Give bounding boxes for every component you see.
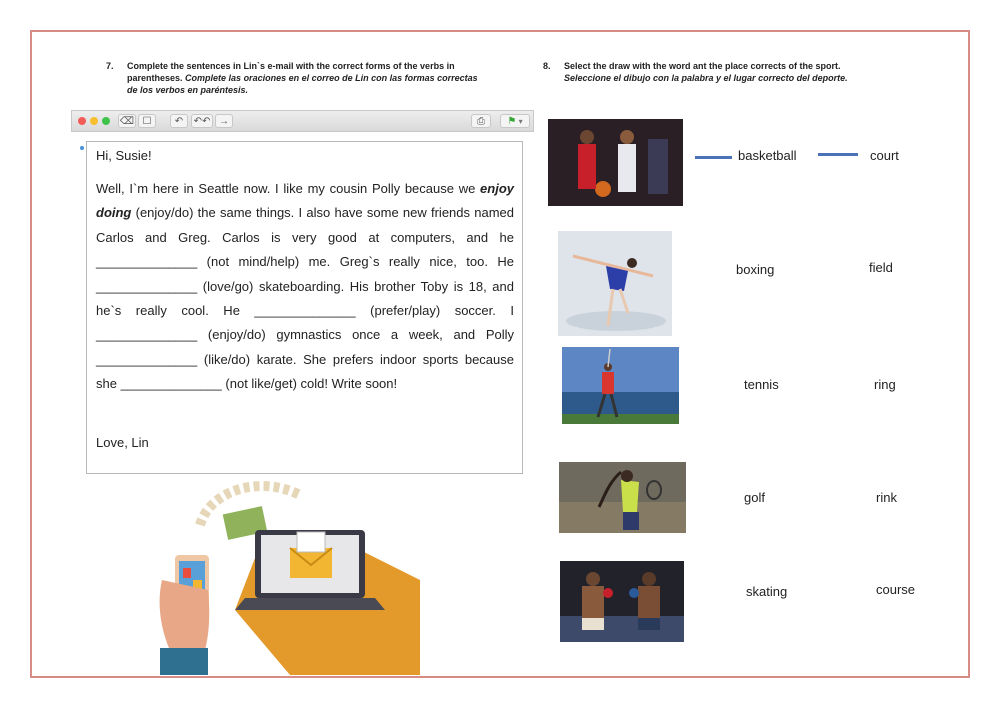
laptop-keyboard bbox=[235, 598, 385, 610]
reply-all-icon[interactable]: ↶↶ bbox=[191, 114, 213, 128]
email-greeting: Hi, Susie! bbox=[96, 148, 152, 163]
letter-icon bbox=[297, 532, 325, 552]
exercise-7-instruction-es: Complete las oraciones en el correo de Lin con las formas correctas de los verbos en paréntesis. bbox=[127, 73, 478, 95]
sport-word-boxing[interactable]: boxing bbox=[736, 262, 775, 277]
email-text-part1: Well, I`m here in Seattle now. I like my cousin Polly because we bbox=[96, 181, 481, 196]
sport-word-golf[interactable]: golf bbox=[744, 490, 765, 505]
reply-icon[interactable]: ↶ bbox=[170, 114, 188, 128]
minimize-dot-icon[interactable] bbox=[90, 117, 98, 125]
exercise-8-number: 8. bbox=[543, 61, 551, 71]
email-example-answer: enjoy doing bbox=[96, 181, 514, 221]
sport-word-skating[interactable]: skating bbox=[746, 584, 788, 599]
boxing-photo[interactable] bbox=[560, 561, 684, 642]
print-icon[interactable]: ⎙ bbox=[471, 114, 491, 128]
golf-photo[interactable] bbox=[562, 347, 679, 424]
sleeve bbox=[160, 648, 208, 675]
place-word-course[interactable]: course bbox=[876, 582, 916, 597]
email-text-part2: (enjoy/do) the same things. I also have some new friends named Carlos and Greg. Carlos is very good at computers, and he ______________ (not mind/help) me. Greg`s really nice, too. He ______________ (love/go) skateboarding. His brother Toby is 18, and he`s really cool. He ______________ (prefer/play) soccer. I ______________ (enjoy/do) gymnastics once a week, and Polly ______________ (like/do) karate. She prefers indoor sports because she ______________ (not like/get) cold! Write soon! bbox=[96, 205, 514, 392]
zoom-dot-icon[interactable] bbox=[102, 117, 110, 125]
delete-icon[interactable]: ⌫ bbox=[119, 116, 135, 127]
place-word-rink[interactable]: rink bbox=[876, 490, 897, 505]
email-body bbox=[86, 141, 523, 474]
place-word-court[interactable]: court bbox=[870, 148, 899, 163]
unread-dot-icon bbox=[80, 146, 84, 150]
close-dot-icon[interactable] bbox=[78, 117, 86, 125]
exercise-7-number: 7. bbox=[106, 61, 114, 71]
sport-word-basketball[interactable]: basketball bbox=[738, 148, 797, 163]
mail-toolbar bbox=[71, 110, 534, 132]
match-line-court bbox=[818, 153, 858, 156]
flag-icon[interactable]: ⚑ ▾ bbox=[500, 114, 530, 128]
match-line-basketball bbox=[695, 156, 732, 159]
email-illustration bbox=[150, 470, 430, 675]
forward-icon[interactable]: → bbox=[215, 114, 233, 128]
exercise-7-instruction bbox=[127, 60, 487, 96]
sport-word-tennis[interactable]: tennis bbox=[744, 377, 779, 392]
exercise-8-instruction-es: Seleccione el dibujo con la palabra y el lugar correcto del deporte. bbox=[564, 73, 848, 83]
exercise-8-instruction-en: Select the draw with the word ant the place corrects of the sport. bbox=[564, 61, 841, 71]
email-signoff: Love, Lin bbox=[96, 435, 149, 450]
skating-photo[interactable] bbox=[558, 231, 672, 336]
exercise-7-instruction-en: Complete the sentences in Lin`s e-mail with the correct forms of the verbs in parentheses. bbox=[127, 61, 455, 83]
tennis-photo[interactable] bbox=[559, 462, 686, 533]
hand-icon bbox=[160, 580, 210, 650]
place-word-ring[interactable]: ring bbox=[874, 377, 896, 392]
email-paragraph bbox=[96, 177, 514, 397]
basketball-photo[interactable] bbox=[548, 119, 683, 206]
place-word-field[interactable]: field bbox=[869, 260, 893, 275]
exercise-8-instruction bbox=[564, 60, 924, 84]
junk-icon[interactable]: ☐ bbox=[138, 114, 156, 128]
